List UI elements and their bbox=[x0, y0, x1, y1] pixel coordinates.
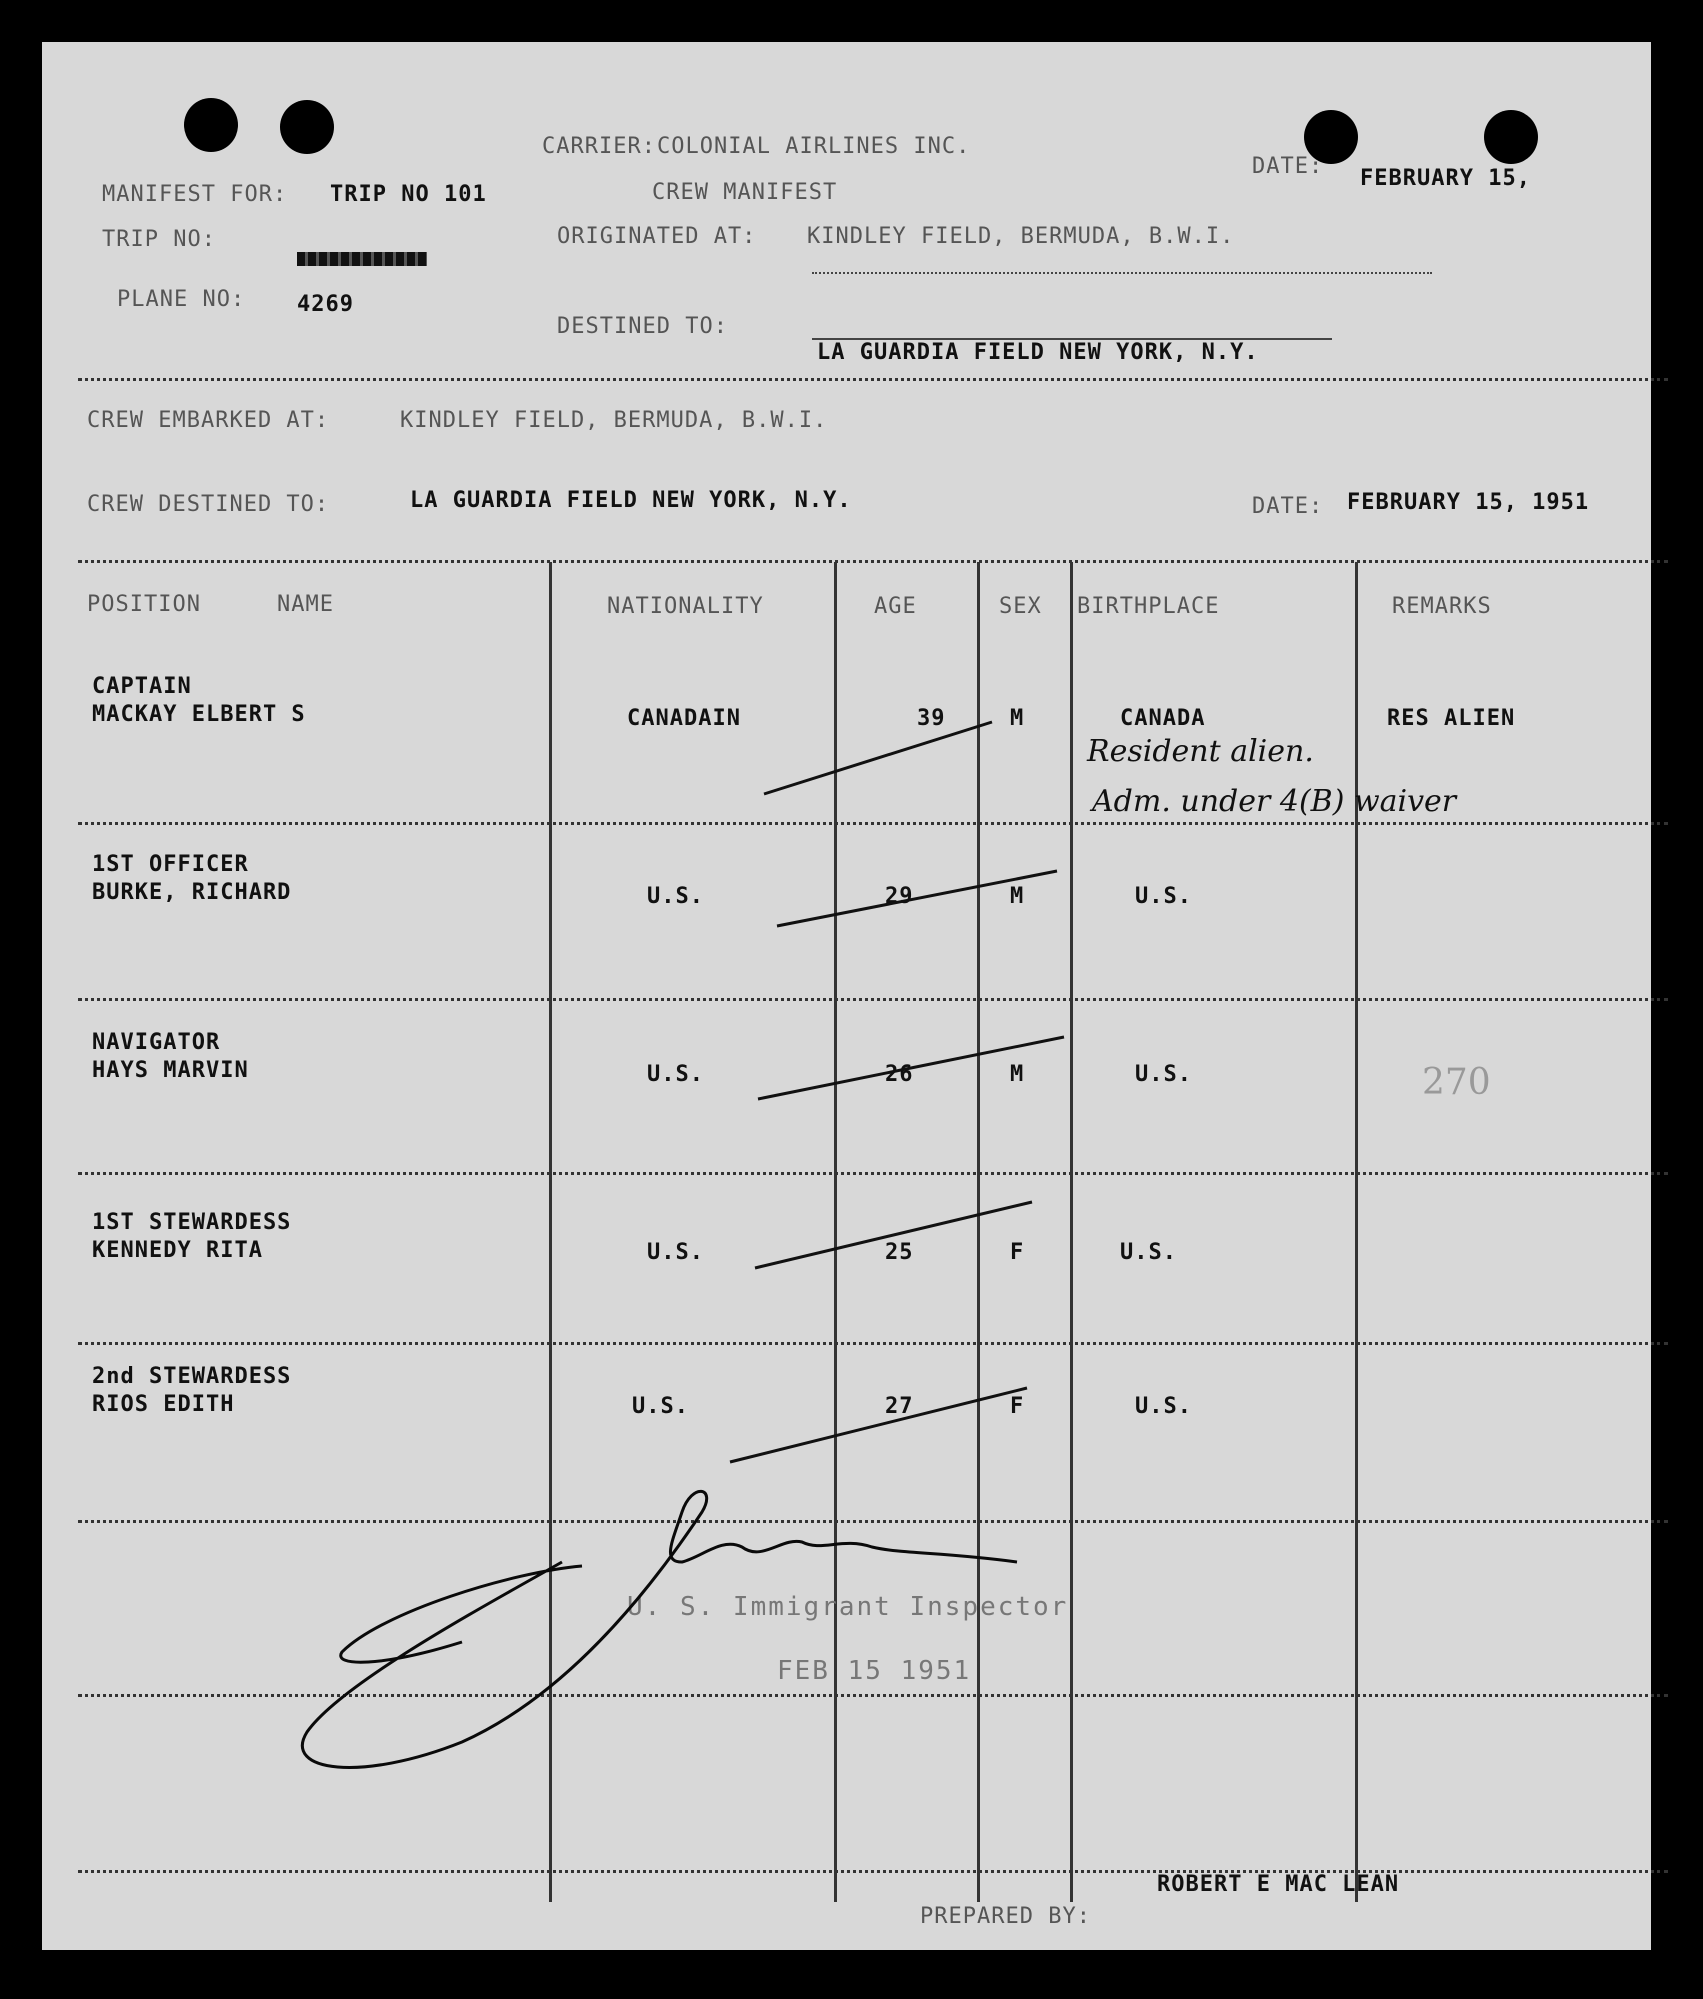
row-position: 1ST STEWARDESS bbox=[92, 1210, 292, 1235]
row-age: 25 bbox=[885, 1240, 914, 1265]
prepared-by-label: PREPARED BY: bbox=[920, 1904, 1091, 1929]
row-name: MACKAY ELBERT S bbox=[92, 702, 306, 727]
crew-embarked-value: KINDLEY FIELD, BERMUDA, B.W.I. bbox=[400, 408, 828, 433]
carrier-label: CARRIER: bbox=[542, 134, 656, 159]
crew-date-value: FEBRUARY 15, 1951 bbox=[1347, 490, 1590, 515]
date-value: FEBRUARY 15, bbox=[1360, 166, 1531, 191]
row-position: 1ST OFFICER bbox=[92, 852, 249, 877]
inspector-stamp: U. S. Immigrant Inspector bbox=[627, 1592, 1069, 1622]
row-nationality: U.S. bbox=[632, 1394, 689, 1419]
prepared-by-value: ROBERT E MAC LEAN bbox=[1157, 1872, 1400, 1897]
col-header-age: AGE bbox=[874, 594, 917, 619]
row-name: HAYS MARVIN bbox=[92, 1058, 249, 1083]
col-header-remarks: REMARKS bbox=[1392, 594, 1492, 619]
stamp-date: FEB 15 1951 bbox=[777, 1656, 972, 1686]
plane-no-value: 4269 bbox=[297, 292, 354, 317]
strike-line bbox=[755, 1202, 1032, 1268]
col-header-nationality: NATIONALITY bbox=[607, 594, 764, 619]
plane-no-label: PLANE NO: bbox=[117, 287, 246, 312]
originated-value: KINDLEY FIELD, BERMUDA, B.W.I. bbox=[807, 224, 1235, 249]
carrier-value: COLONIAL AIRLINES INC. bbox=[657, 134, 971, 159]
crew-date-label: DATE: bbox=[1252, 494, 1324, 519]
crew-embarked-label: CREW EMBARKED AT: bbox=[87, 408, 330, 433]
destined-label: DESTINED TO: bbox=[557, 314, 728, 339]
col-header-name: NAME bbox=[277, 592, 334, 617]
date-label: DATE: bbox=[1252, 154, 1324, 179]
destined-value: LA GUARDIA FIELD NEW YORK, N.Y. bbox=[817, 340, 1259, 365]
manifest-type: CREW MANIFEST bbox=[652, 180, 838, 205]
trip-no-label: TRIP NO: bbox=[102, 227, 216, 252]
col-header-sex: SEX bbox=[999, 594, 1042, 619]
pen-marks bbox=[42, 42, 1651, 1950]
row-nationality: CANADAIN bbox=[627, 706, 741, 731]
row-position: 2nd STEWARDESS bbox=[92, 1364, 292, 1389]
row-sex: F bbox=[1010, 1394, 1025, 1419]
row-remarks: 270 bbox=[1422, 1062, 1491, 1103]
row-position: CAPTAIN bbox=[92, 674, 192, 699]
col-header-birthplace: BIRTHPLACE bbox=[1077, 594, 1220, 619]
row-age: 29 bbox=[885, 884, 914, 909]
row-sex: M bbox=[1010, 706, 1025, 731]
row-sex: M bbox=[1010, 884, 1025, 909]
col-header-position: POSITION bbox=[87, 592, 201, 617]
row-nationality: U.S. bbox=[647, 1240, 704, 1265]
row-position: NAVIGATOR bbox=[92, 1030, 221, 1055]
row-sex: M bbox=[1010, 1062, 1025, 1087]
row-sex: F bbox=[1010, 1240, 1025, 1265]
row-name: RIOS EDITH bbox=[92, 1392, 235, 1417]
row-birthplace: U.S. bbox=[1135, 884, 1192, 909]
crew-destined-value: LA GUARDIA FIELD NEW YORK, N.Y. bbox=[410, 488, 852, 513]
row-nationality: U.S. bbox=[647, 1062, 704, 1087]
manifest-for-value: TRIP NO 101 bbox=[330, 182, 487, 207]
crew-destined-label: CREW DESTINED TO: bbox=[87, 492, 330, 517]
manifest-for-label: MANIFEST FOR: bbox=[102, 182, 288, 207]
strike-line bbox=[777, 871, 1057, 926]
row-name: KENNEDY RITA bbox=[92, 1238, 263, 1263]
row-age: 27 bbox=[885, 1394, 914, 1419]
handwritten-note: Resident alien. bbox=[1087, 734, 1314, 769]
manifest-page bbox=[42, 42, 1651, 1950]
strike-line bbox=[764, 722, 992, 794]
row-name: BURKE, RICHARD bbox=[92, 880, 292, 905]
row-birthplace: U.S. bbox=[1135, 1394, 1192, 1419]
strike-line bbox=[758, 1037, 1064, 1099]
signature bbox=[302, 1491, 1017, 1767]
row-age: 26 bbox=[885, 1062, 914, 1087]
originated-label: ORIGINATED AT: bbox=[557, 224, 757, 249]
row-age: 39 bbox=[917, 706, 946, 731]
handwritten-note: Adm. under 4(B) waiver bbox=[1092, 784, 1457, 819]
row-nationality: U.S. bbox=[647, 884, 704, 909]
row-birthplace: U.S. bbox=[1135, 1062, 1192, 1087]
row-remarks: RES ALIEN bbox=[1387, 706, 1516, 731]
row-birthplace: CANADA bbox=[1120, 706, 1206, 731]
strike-line bbox=[730, 1388, 1027, 1462]
row-birthplace: U.S. bbox=[1120, 1240, 1177, 1265]
